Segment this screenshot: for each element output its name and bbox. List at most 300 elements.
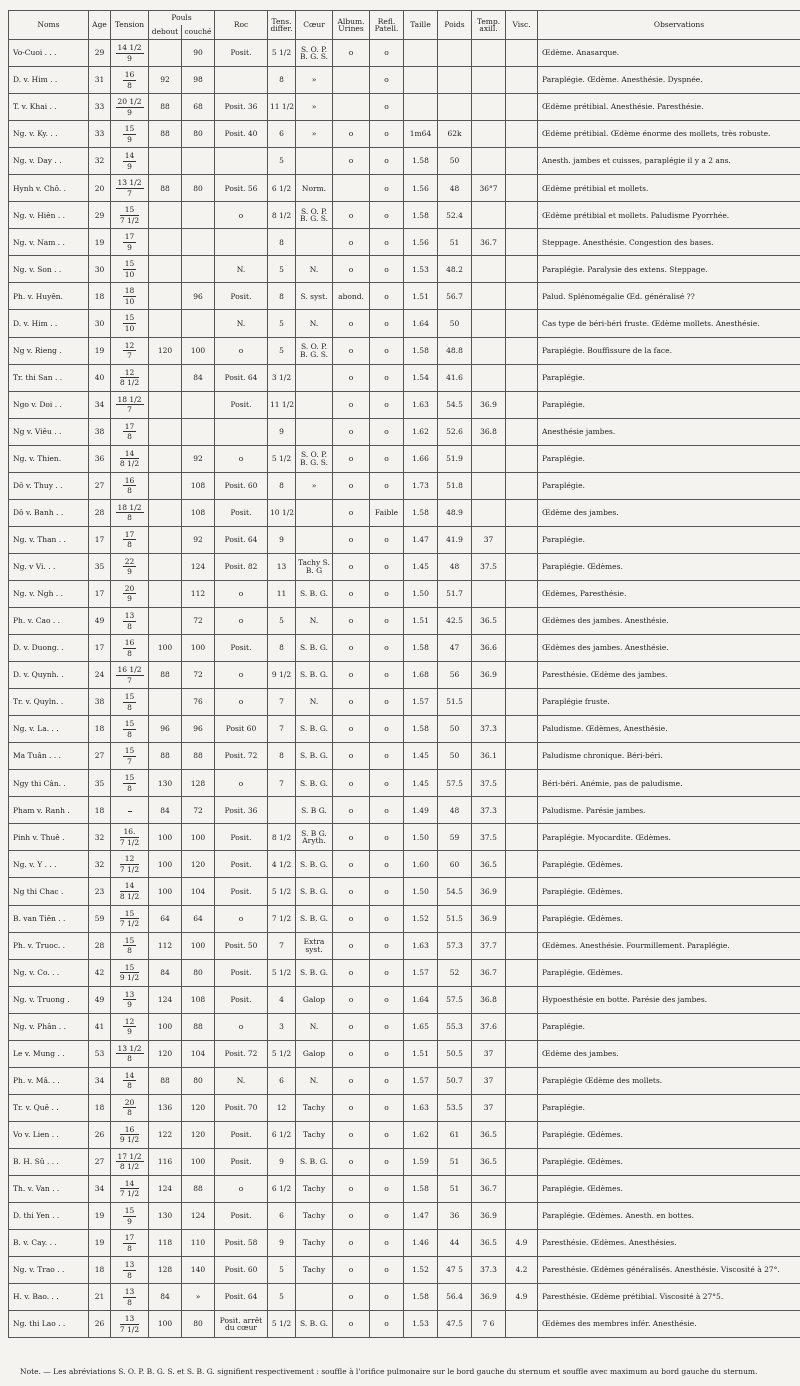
cell-couche: 124 bbox=[182, 553, 215, 580]
header-couche: couché bbox=[182, 25, 215, 40]
cell-visc bbox=[506, 445, 538, 472]
cell-nom: B. v. Cay. . . bbox=[9, 1230, 89, 1257]
cell-nom: Pham v. Ranh . bbox=[9, 797, 89, 824]
cell-album: o bbox=[333, 472, 370, 499]
cell-tens: 9 bbox=[268, 526, 296, 553]
table-row bbox=[9, 283, 800, 310]
cell-temp: 37 bbox=[472, 1040, 506, 1067]
cell-poids: 47.5 bbox=[438, 1311, 472, 1338]
cell-refl: o bbox=[370, 689, 404, 716]
cell-obs: Paraplégie Œdème des mollets. bbox=[538, 1067, 800, 1094]
cell-obs: Paraplégie. Œdème. Anesthésie. Dyspnée. bbox=[538, 67, 800, 94]
cell-tension bbox=[111, 40, 149, 67]
cell-poids: 48.8 bbox=[438, 337, 472, 364]
tension-max: 15 bbox=[124, 692, 135, 702]
cell-coeur: N. bbox=[296, 607, 333, 634]
tension-min: 7 1/2 bbox=[119, 837, 140, 847]
cell-tens: 9 bbox=[268, 1230, 296, 1257]
cell-age: 32 bbox=[89, 824, 111, 851]
tension-min: 9 bbox=[127, 161, 132, 171]
cell-refl: o bbox=[370, 121, 404, 148]
cell-taille: 1.52 bbox=[404, 905, 438, 932]
cell-tens: 8 1/2 bbox=[268, 824, 296, 851]
cell-taille: 1.52 bbox=[404, 1257, 438, 1284]
cell-tension bbox=[111, 1040, 149, 1067]
cell-couche: 92 bbox=[182, 526, 215, 553]
cell-debout: 92 bbox=[149, 67, 182, 94]
cell-album: o bbox=[333, 797, 370, 824]
cell-tens: 5 1/2 bbox=[268, 959, 296, 986]
cell-coeur: Tachy bbox=[296, 1257, 333, 1284]
cell-refl: o bbox=[370, 526, 404, 553]
tension-min: 8 bbox=[127, 540, 132, 550]
cell-nom: Vo v. Lien . . bbox=[9, 1121, 89, 1148]
cell-roc: Posit. 60 bbox=[215, 1257, 268, 1284]
tension-min: 8 bbox=[127, 729, 132, 739]
cell-temp: 36.7 bbox=[472, 1175, 506, 1202]
cell-debout bbox=[149, 148, 182, 175]
cell-tension bbox=[111, 635, 149, 662]
header-tension: Tension bbox=[111, 11, 149, 40]
cell-temp: 36.9 bbox=[472, 662, 506, 689]
cell-taille bbox=[404, 67, 438, 94]
cell-visc bbox=[506, 770, 538, 797]
cell-coeur: Galop bbox=[296, 986, 333, 1013]
cell-couche: 92 bbox=[182, 445, 215, 472]
cell-tension bbox=[111, 1094, 149, 1121]
tension-fraction bbox=[123, 1072, 137, 1090]
cell-refl: o bbox=[370, 67, 404, 94]
cell-nom: Ph. v. Truoc. . bbox=[9, 932, 89, 959]
cell-couche: 98 bbox=[182, 67, 215, 94]
cell-taille: 1.57 bbox=[404, 1067, 438, 1094]
cell-tension bbox=[111, 526, 149, 553]
cell-taille: 1.64 bbox=[404, 986, 438, 1013]
table-row bbox=[9, 1013, 800, 1040]
tension-min: 7 bbox=[127, 188, 132, 198]
cell-debout bbox=[149, 391, 182, 418]
tension-max: 16 bbox=[124, 638, 135, 648]
tension-min: 9 bbox=[127, 242, 132, 252]
cell-tens: 5 1/2 bbox=[268, 40, 296, 67]
tension-max: 18 1/2 bbox=[117, 502, 142, 512]
tension-max: 15 bbox=[124, 746, 135, 756]
cell-taille: 1.56 bbox=[404, 229, 438, 256]
cell-taille: 1.51 bbox=[404, 283, 438, 310]
cell-coeur: S. O. P. B. G. S. bbox=[296, 40, 333, 67]
cell-couche bbox=[182, 202, 215, 229]
tension-min: 9 bbox=[127, 594, 132, 604]
cell-tens: 10 1/2 bbox=[268, 499, 296, 526]
tension-fraction bbox=[123, 639, 137, 657]
cell-obs: Paraplégie. Bouffissure de la face. bbox=[538, 337, 800, 364]
cell-tension bbox=[111, 1203, 149, 1230]
cell-coeur: S. B. G. bbox=[296, 635, 333, 662]
table-row bbox=[9, 67, 800, 94]
cell-temp bbox=[472, 283, 506, 310]
cell-obs: Œdèmes, Paresthésie. bbox=[538, 580, 800, 607]
cell-tens: 5 bbox=[268, 310, 296, 337]
cell-couche: 80 bbox=[182, 959, 215, 986]
cell-temp: 36.9 bbox=[472, 905, 506, 932]
cell-couche: 120 bbox=[182, 1121, 215, 1148]
cell-tension bbox=[111, 364, 149, 391]
cell-poids: 57.5 bbox=[438, 986, 472, 1013]
cell-coeur: Extra syst. bbox=[296, 932, 333, 959]
cell-tens: 11 1/2 bbox=[268, 391, 296, 418]
cell-visc bbox=[506, 905, 538, 932]
cell-tens: 4 1/2 bbox=[268, 851, 296, 878]
cell-couche: 96 bbox=[182, 283, 215, 310]
cell-tens: 5 1/2 bbox=[268, 1040, 296, 1067]
cell-poids: 41.9 bbox=[438, 526, 472, 553]
cell-tens: 3 1/2 bbox=[268, 364, 296, 391]
tension-max: 12 bbox=[124, 1016, 135, 1026]
cell-taille: 1.68 bbox=[404, 662, 438, 689]
patient-table bbox=[8, 10, 800, 1338]
cell-tens: 6 1/2 bbox=[268, 175, 296, 202]
cell-temp bbox=[472, 310, 506, 337]
cell-visc bbox=[506, 121, 538, 148]
cell-obs: Paresthésie. Œdème des jambes. bbox=[538, 662, 800, 689]
tension-fraction bbox=[123, 1099, 137, 1117]
tension-fraction bbox=[116, 1045, 144, 1063]
tension-fraction bbox=[123, 287, 137, 305]
cell-tension bbox=[111, 689, 149, 716]
tension-min: 7 1/2 bbox=[119, 864, 140, 874]
cell-debout bbox=[149, 445, 182, 472]
cell-temp: 36.7 bbox=[472, 229, 506, 256]
table-row bbox=[9, 770, 800, 797]
cell-debout: 136 bbox=[149, 1094, 182, 1121]
cell-poids: 51 bbox=[438, 1175, 472, 1202]
cell-taille: 1.60 bbox=[404, 851, 438, 878]
table-row bbox=[9, 824, 800, 851]
cell-couche: 88 bbox=[182, 743, 215, 770]
cell-taille: 1.45 bbox=[404, 553, 438, 580]
cell-refl: o bbox=[370, 1094, 404, 1121]
table-row bbox=[9, 1230, 800, 1257]
cell-tens: 9 bbox=[268, 418, 296, 445]
cell-taille: 1.58 bbox=[404, 1175, 438, 1202]
cell-roc: Posit. bbox=[215, 1121, 268, 1148]
cell-poids: 51.5 bbox=[438, 905, 472, 932]
cell-nom: Pinh v. Thuê . bbox=[9, 824, 89, 851]
cell-visc bbox=[506, 1311, 538, 1338]
cell-age: 30 bbox=[89, 310, 111, 337]
cell-couche: 104 bbox=[182, 878, 215, 905]
cell-tension bbox=[111, 932, 149, 959]
cell-refl: o bbox=[370, 635, 404, 662]
tension-fraction bbox=[123, 1288, 137, 1306]
cell-nom: Le v. Mung . . bbox=[9, 1040, 89, 1067]
cell-visc bbox=[506, 607, 538, 634]
cell-refl: o bbox=[370, 364, 404, 391]
cell-album: o bbox=[333, 526, 370, 553]
cell-taille: 1.63 bbox=[404, 391, 438, 418]
cell-taille: 1m64 bbox=[404, 121, 438, 148]
table-row bbox=[9, 202, 800, 229]
cell-visc bbox=[506, 202, 538, 229]
tension-max: 17 bbox=[124, 1233, 135, 1243]
cell-visc bbox=[506, 1203, 538, 1230]
cell-visc bbox=[506, 689, 538, 716]
cell-debout bbox=[149, 310, 182, 337]
cell-debout: 112 bbox=[149, 932, 182, 959]
cell-refl: o bbox=[370, 797, 404, 824]
cell-visc bbox=[506, 662, 538, 689]
cell-visc bbox=[506, 67, 538, 94]
cell-temp bbox=[472, 337, 506, 364]
cell-temp bbox=[472, 499, 506, 526]
cell-nom: D. v. Quynh. . bbox=[9, 662, 89, 689]
cell-debout bbox=[149, 202, 182, 229]
tension-min: 9 1/2 bbox=[119, 1135, 140, 1145]
cell-temp: 36°7 bbox=[472, 175, 506, 202]
cell-debout: 64 bbox=[149, 905, 182, 932]
cell-tension bbox=[111, 878, 149, 905]
table-row bbox=[9, 905, 800, 932]
cell-taille: 1.45 bbox=[404, 770, 438, 797]
cell-roc: Posit. bbox=[215, 986, 268, 1013]
cell-visc bbox=[506, 310, 538, 337]
tension-min: 7 bbox=[127, 405, 132, 415]
cell-coeur: Galop bbox=[296, 1040, 333, 1067]
cell-taille: 1.57 bbox=[404, 689, 438, 716]
cell-taille: 1.50 bbox=[404, 580, 438, 607]
cell-obs: Paraplégie. bbox=[538, 472, 800, 499]
cell-refl: o bbox=[370, 1257, 404, 1284]
tension-min: 8 bbox=[127, 1243, 132, 1253]
tension-max: 15 bbox=[124, 1206, 135, 1216]
cell-obs: Paraplégie. Œdèmes. bbox=[538, 553, 800, 580]
tension-max: 15 bbox=[120, 964, 139, 974]
cell-tension bbox=[111, 986, 149, 1013]
cell-taille: 1.58 bbox=[404, 1284, 438, 1311]
cell-debout: 88 bbox=[149, 743, 182, 770]
cell-album: o bbox=[333, 553, 370, 580]
cell-refl: o bbox=[370, 175, 404, 202]
tension-fraction bbox=[120, 910, 139, 928]
cell-coeur bbox=[296, 364, 333, 391]
cell-debout: 124 bbox=[149, 1175, 182, 1202]
cell-tension bbox=[111, 580, 149, 607]
cell-temp: 37.6 bbox=[472, 1013, 506, 1040]
cell-refl: o bbox=[370, 418, 404, 445]
cell-age: 35 bbox=[89, 553, 111, 580]
tension-fraction bbox=[120, 828, 139, 846]
cell-tension bbox=[111, 418, 149, 445]
cell-tens: 13 bbox=[268, 553, 296, 580]
cell-refl: o bbox=[370, 337, 404, 364]
cell-album: o bbox=[333, 1121, 370, 1148]
table-row bbox=[9, 229, 800, 256]
cell-obs: Paraplégie. Œdèmes. bbox=[538, 1121, 800, 1148]
cell-age: 33 bbox=[89, 94, 111, 121]
cell-debout: 124 bbox=[149, 986, 182, 1013]
table-row bbox=[9, 1175, 800, 1202]
cell-nom: Ph. v. Mâ. . . bbox=[9, 1067, 89, 1094]
cell-refl: o bbox=[370, 1311, 404, 1338]
data-table-sheet bbox=[8, 10, 790, 1338]
cell-album: o bbox=[333, 743, 370, 770]
cell-poids: 61 bbox=[438, 1121, 472, 1148]
table-row bbox=[9, 689, 800, 716]
table-row bbox=[9, 1094, 800, 1121]
tension-fraction bbox=[123, 152, 137, 170]
cell-visc bbox=[506, 1094, 538, 1121]
cell-taille: 1.47 bbox=[404, 526, 438, 553]
cell-tension bbox=[111, 67, 149, 94]
cell-tens bbox=[268, 797, 296, 824]
cell-poids: 51.8 bbox=[438, 472, 472, 499]
cell-coeur: S. B. G. bbox=[296, 1148, 333, 1175]
cell-album: o bbox=[333, 770, 370, 797]
cell-album: o bbox=[333, 635, 370, 662]
cell-roc: Posit. 56 bbox=[215, 175, 268, 202]
cell-tension bbox=[111, 1311, 149, 1338]
table-row bbox=[9, 310, 800, 337]
cell-debout: 100 bbox=[149, 878, 182, 905]
cell-debout: 100 bbox=[149, 824, 182, 851]
cell-roc bbox=[215, 67, 268, 94]
cell-taille: 1.58 bbox=[404, 716, 438, 743]
cell-couche bbox=[182, 391, 215, 418]
cell-temp bbox=[472, 445, 506, 472]
cell-tens: 9 1/2 bbox=[268, 662, 296, 689]
cell-nom: Ng. thi Lao . . bbox=[9, 1311, 89, 1338]
header-age: Age bbox=[89, 11, 111, 40]
tension-max: 12 bbox=[124, 340, 135, 350]
table-row bbox=[9, 851, 800, 878]
cell-visc bbox=[506, 878, 538, 905]
tension-min: 8 bbox=[127, 648, 132, 658]
cell-poids: 51 bbox=[438, 229, 472, 256]
cell-refl: o bbox=[370, 283, 404, 310]
cell-tens: 7 bbox=[268, 770, 296, 797]
cell-temp bbox=[472, 94, 506, 121]
cell-poids: 47 5 bbox=[438, 1257, 472, 1284]
cell-album: o bbox=[333, 1094, 370, 1121]
cell-couche: 120 bbox=[182, 1094, 215, 1121]
cell-refl: o bbox=[370, 202, 404, 229]
tension-max: 13 bbox=[124, 1260, 135, 1270]
cell-coeur: S. syst. bbox=[296, 283, 333, 310]
cell-roc: Posit. bbox=[215, 499, 268, 526]
tension-min: 8 1/2 bbox=[119, 378, 140, 388]
cell-poids: 48 bbox=[438, 175, 472, 202]
cell-obs: Paresthésie. Œdèmes généralisés. Anesthésie. Viscosité à 27°. bbox=[538, 1257, 800, 1284]
cell-age: 27 bbox=[89, 743, 111, 770]
cell-tension bbox=[111, 175, 149, 202]
tension-min: 9 bbox=[127, 567, 132, 577]
tension-fraction bbox=[116, 179, 144, 197]
cell-album: o bbox=[333, 1013, 370, 1040]
cell-taille: 1.58 bbox=[404, 635, 438, 662]
cell-couche: 124 bbox=[182, 1203, 215, 1230]
cell-nom: Dô v. Thuy . . bbox=[9, 472, 89, 499]
cell-obs: Œdème prétibial. Œdème énorme des mollets, très robuste. bbox=[538, 121, 800, 148]
cell-age: 33 bbox=[89, 121, 111, 148]
cell-coeur bbox=[296, 148, 333, 175]
cell-couche bbox=[182, 148, 215, 175]
table-row bbox=[9, 743, 800, 770]
cell-visc bbox=[506, 283, 538, 310]
cell-temp: 36.1 bbox=[472, 743, 506, 770]
cell-debout: 84 bbox=[149, 797, 182, 824]
cell-poids: 59 bbox=[438, 824, 472, 851]
cell-age: 29 bbox=[89, 202, 111, 229]
table-row bbox=[9, 662, 800, 689]
cell-temp bbox=[472, 202, 506, 229]
cell-obs: Œdème des jambes. bbox=[538, 499, 800, 526]
cell-couche: 72 bbox=[182, 607, 215, 634]
cell-refl: o bbox=[370, 932, 404, 959]
cell-temp bbox=[472, 689, 506, 716]
cell-debout: 130 bbox=[149, 770, 182, 797]
cell-album: o bbox=[333, 256, 370, 283]
cell-temp bbox=[472, 580, 506, 607]
cell-coeur bbox=[296, 229, 333, 256]
cell-roc: Posit. arrêt du cœur bbox=[215, 1311, 268, 1338]
table-row bbox=[9, 1284, 800, 1311]
cell-album: o bbox=[333, 905, 370, 932]
cell-nom: B. van Tiên . . bbox=[9, 905, 89, 932]
cell-taille: 1.51 bbox=[404, 1040, 438, 1067]
cell-nom: D. thi Yen . . bbox=[9, 1203, 89, 1230]
cell-tension bbox=[111, 607, 149, 634]
cell-couche: 90 bbox=[182, 40, 215, 67]
cell-obs: Anesthésie jambes. bbox=[538, 418, 800, 445]
cell-couche: 68 bbox=[182, 94, 215, 121]
cell-refl: o bbox=[370, 905, 404, 932]
cell-obs: Paraplégie. Paralysie des extens. Steppage. bbox=[538, 256, 800, 283]
cell-couche: 100 bbox=[182, 635, 215, 662]
cell-roc bbox=[215, 418, 268, 445]
tension-fraction bbox=[123, 612, 137, 630]
cell-age: 18 bbox=[89, 1094, 111, 1121]
cell-obs: Œdème prétibial. Anesthésie. Paresthésie. bbox=[538, 94, 800, 121]
cell-obs: Cas type de béri-béri fruste. Œdème mollets. Anesthésie. bbox=[538, 310, 800, 337]
cell-tens: 8 bbox=[268, 67, 296, 94]
cell-refl: o bbox=[370, 743, 404, 770]
tension-max: 15 bbox=[124, 935, 135, 945]
cell-poids: 50 bbox=[438, 148, 472, 175]
cell-tension bbox=[111, 1013, 149, 1040]
header-album-urines: Album. Urines bbox=[333, 11, 370, 40]
cell-roc: Posit. bbox=[215, 824, 268, 851]
header-refl-patell: Refl. Patell. bbox=[370, 11, 404, 40]
cell-poids: 57.5 bbox=[438, 770, 472, 797]
tension-fraction bbox=[123, 531, 137, 549]
cell-poids: 51.5 bbox=[438, 689, 472, 716]
cell-tens: 8 bbox=[268, 229, 296, 256]
cell-debout: 120 bbox=[149, 1040, 182, 1067]
table-row bbox=[9, 499, 800, 526]
tension-fraction bbox=[116, 666, 144, 684]
cell-album: o bbox=[333, 391, 370, 418]
cell-refl: Faible bbox=[370, 499, 404, 526]
cell-age: 36 bbox=[89, 445, 111, 472]
cell-tens: 6 bbox=[268, 1067, 296, 1094]
cell-refl: o bbox=[370, 1067, 404, 1094]
cell-tension bbox=[111, 1175, 149, 1202]
cell-roc: Posit. 82 bbox=[215, 553, 268, 580]
tension-min: 9 bbox=[127, 1000, 132, 1010]
cell-obs: Paludisme. Œdèmes, Anesthésie. bbox=[538, 716, 800, 743]
cell-couche bbox=[182, 310, 215, 337]
cell-obs: Paraplégie. Œdèmes. bbox=[538, 1175, 800, 1202]
